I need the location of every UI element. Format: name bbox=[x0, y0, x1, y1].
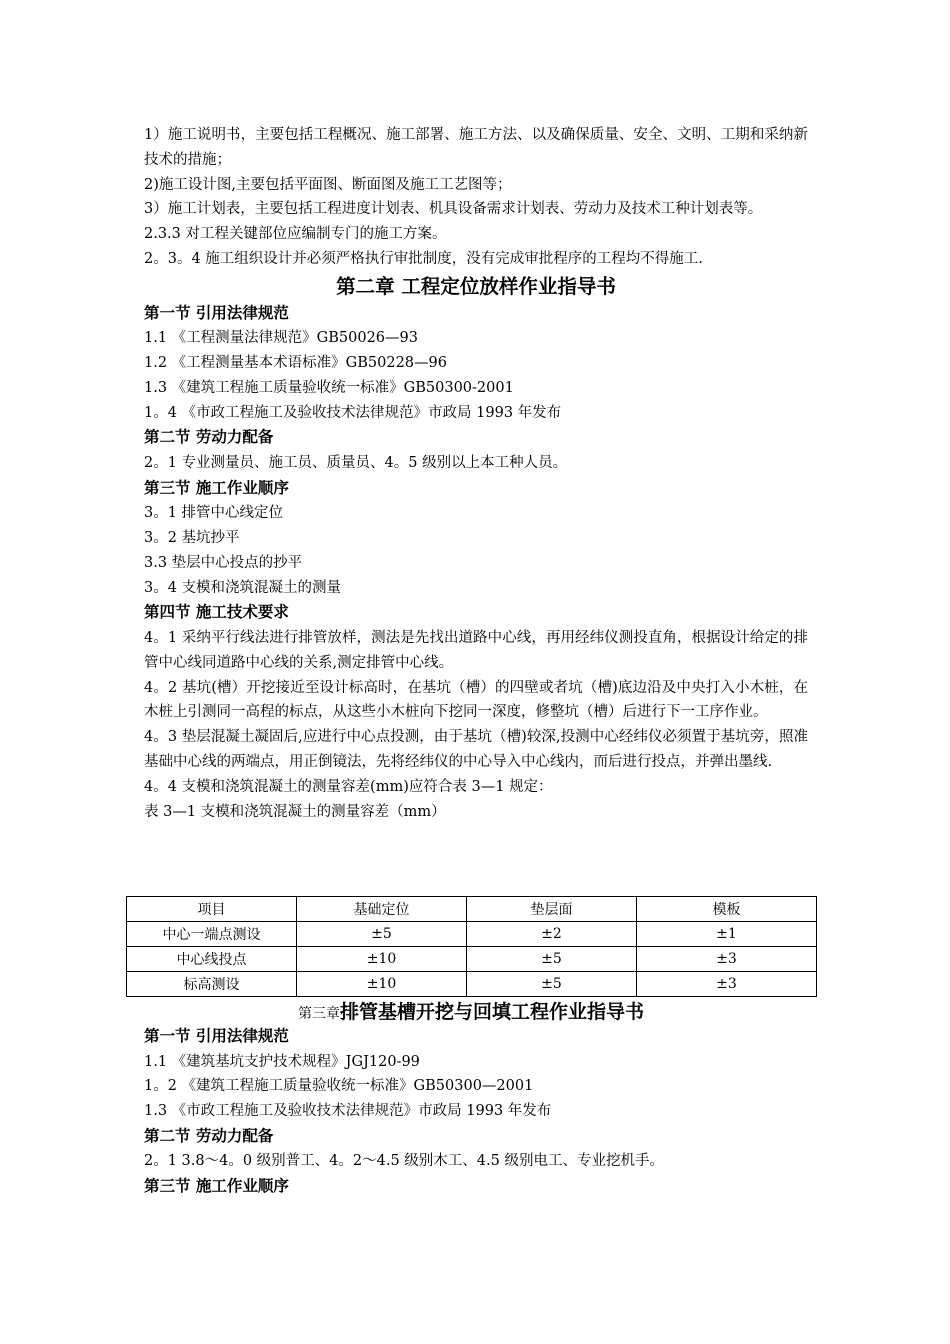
table-cell: ±10 bbox=[297, 972, 467, 997]
table-cell: ±5 bbox=[297, 922, 467, 947]
table-cell: 中心线投点 bbox=[127, 947, 297, 972]
section-heading: 第二节 劳动力配备 bbox=[144, 1126, 274, 1145]
table-header-row bbox=[127, 897, 817, 922]
table-cell: ±5 bbox=[467, 972, 637, 997]
table-row bbox=[127, 922, 817, 947]
paragraph: 3）施工计划表，主要包括工程进度计划表、机具设备需求计划表、劳动力及技术工种计划表等。 bbox=[144, 201, 763, 218]
table-cell: 标高测设 bbox=[127, 972, 297, 997]
chapter-prefix: 第三章 bbox=[297, 1006, 340, 1022]
tolerance-table bbox=[126, 896, 817, 997]
document-body bbox=[144, 123, 808, 824]
table-header-cell: 项目 bbox=[127, 897, 297, 922]
table-cell: ±5 bbox=[467, 947, 637, 972]
section-heading: 第一节 引用法律规范 bbox=[144, 303, 289, 322]
paragraph: 2.3.3 对工程关键部位应编制专门的施工方案。 bbox=[144, 226, 447, 243]
list-item: 1.1 《建筑基坑支护技术规程》JGJ120-99 bbox=[144, 1053, 420, 1070]
table-cell: ±10 bbox=[297, 947, 467, 972]
table-header-cell: 基础定位 bbox=[297, 897, 467, 922]
paragraph: 2。3。4 施工组织设计并必须严格执行审批制度，没有完成审批程序的工程均不得施工. bbox=[144, 250, 703, 267]
list-item: 1.3 《建筑工程施工质量验收统一标准》GB50300-2001 bbox=[144, 379, 514, 396]
section-heading: 第一节 引用法律规范 bbox=[144, 1027, 289, 1045]
table-cell: 中心一端点测设 bbox=[127, 922, 297, 947]
list-item: 4。1 采纳平行线法进行排管放样，测法是先找出道路中心线，再用经纬仪测投直角，根据设计给定的排管中心线同道路中心线的关系,测定排管中心线。 bbox=[144, 629, 808, 671]
list-item: 3.3 垫层中心投点的抄平 bbox=[144, 554, 303, 571]
list-item: 3。1 排管中心线定位 bbox=[144, 505, 284, 522]
table-row bbox=[127, 947, 817, 972]
list-item: 1.1 《工程测量法律规范》GB50026—93 bbox=[144, 330, 418, 347]
list-item: 2。1 3.8～4。0 级别普工、4。2～4.5 级别木工、4.5 级别电工、专业挖机手。 bbox=[144, 1153, 664, 1170]
list-item: 2。1 专业测量员、施工员、质量员、4。5 级别以上本工种人员。 bbox=[144, 454, 568, 471]
chapter-title: 第二章 工程定位放样作业指导书 bbox=[336, 274, 616, 298]
table-cell: ±3 bbox=[637, 947, 817, 972]
list-item: 3。2 基坑抄平 bbox=[144, 530, 240, 547]
section-heading: 第三节 施工作业顺序 bbox=[144, 1177, 289, 1196]
section-heading: 第四节 施工技术要求 bbox=[144, 603, 289, 622]
list-item: 3。4 支模和浇筑混凝土的测量 bbox=[144, 579, 342, 596]
table-header-cell: 垫层面 bbox=[467, 897, 637, 922]
list-item: 1。4 《市政工程施工及验收技术法律规范》市政局 1993 年发布 bbox=[144, 404, 562, 421]
table-cell: ±2 bbox=[467, 922, 637, 947]
document-body-continued bbox=[144, 1024, 808, 1200]
list-item: 1.3 《市政工程施工及验收技术法律规范》市政局 1993 年发布 bbox=[144, 1103, 552, 1120]
section-heading: 第三节 施工作业顺序 bbox=[144, 478, 289, 497]
table-header-cell: 模板 bbox=[637, 897, 817, 922]
paragraph: 1）施工说明书，主要包括工程概况、施工部署、施工方法、以及确保质量、安全、文明、工期和采纳新技术的措施； bbox=[144, 127, 808, 168]
list-item: 4。4 支模和浇筑混凝土的测量容差(mm)应符合表 3—1 规定： bbox=[144, 778, 553, 795]
chapter-title-text: 排管基槽开挖与回填工程作业指导书 bbox=[339, 1001, 644, 1023]
table-row bbox=[127, 972, 817, 997]
list-item: 4。3 垫层混凝土凝固后,应进行中心点投测，由于基坑（槽)较深,投测中心经纬仪必须置于基坑旁，照准基础中心线的两端点，用正倒镜法，先将经纬仪的中心导入中心线内，而后进行投点，并弹出墨线. bbox=[144, 729, 808, 770]
table-caption: 表 3—1 支模和浇筑混凝土的测量容差（mm） bbox=[144, 803, 446, 820]
list-item: 4。2 基坑(槽）开挖接近至设计标高时，在基坑（槽）的四壁或者坑（槽)底边沿及中央打入小木桩，在木桩上引测同一高程的标点，从这些小木桩向下挖同一深度，修整坑（槽）后进行下一工序作业。 bbox=[144, 679, 808, 721]
table-cell: ±1 bbox=[637, 922, 817, 947]
section-heading: 第二节 劳动力配备 bbox=[144, 428, 274, 447]
list-item: 1。2 《建筑工程施工质量验收统一标准》GB50300—2001 bbox=[144, 1078, 534, 1095]
paragraph: 2)施工设计图,主要包括平面图、断面图及施工工艺图等； bbox=[144, 176, 512, 193]
table-cell: ±3 bbox=[637, 972, 817, 997]
list-item: 1.2 《工程测量基本术语标准》GB50228—96 bbox=[144, 355, 447, 372]
